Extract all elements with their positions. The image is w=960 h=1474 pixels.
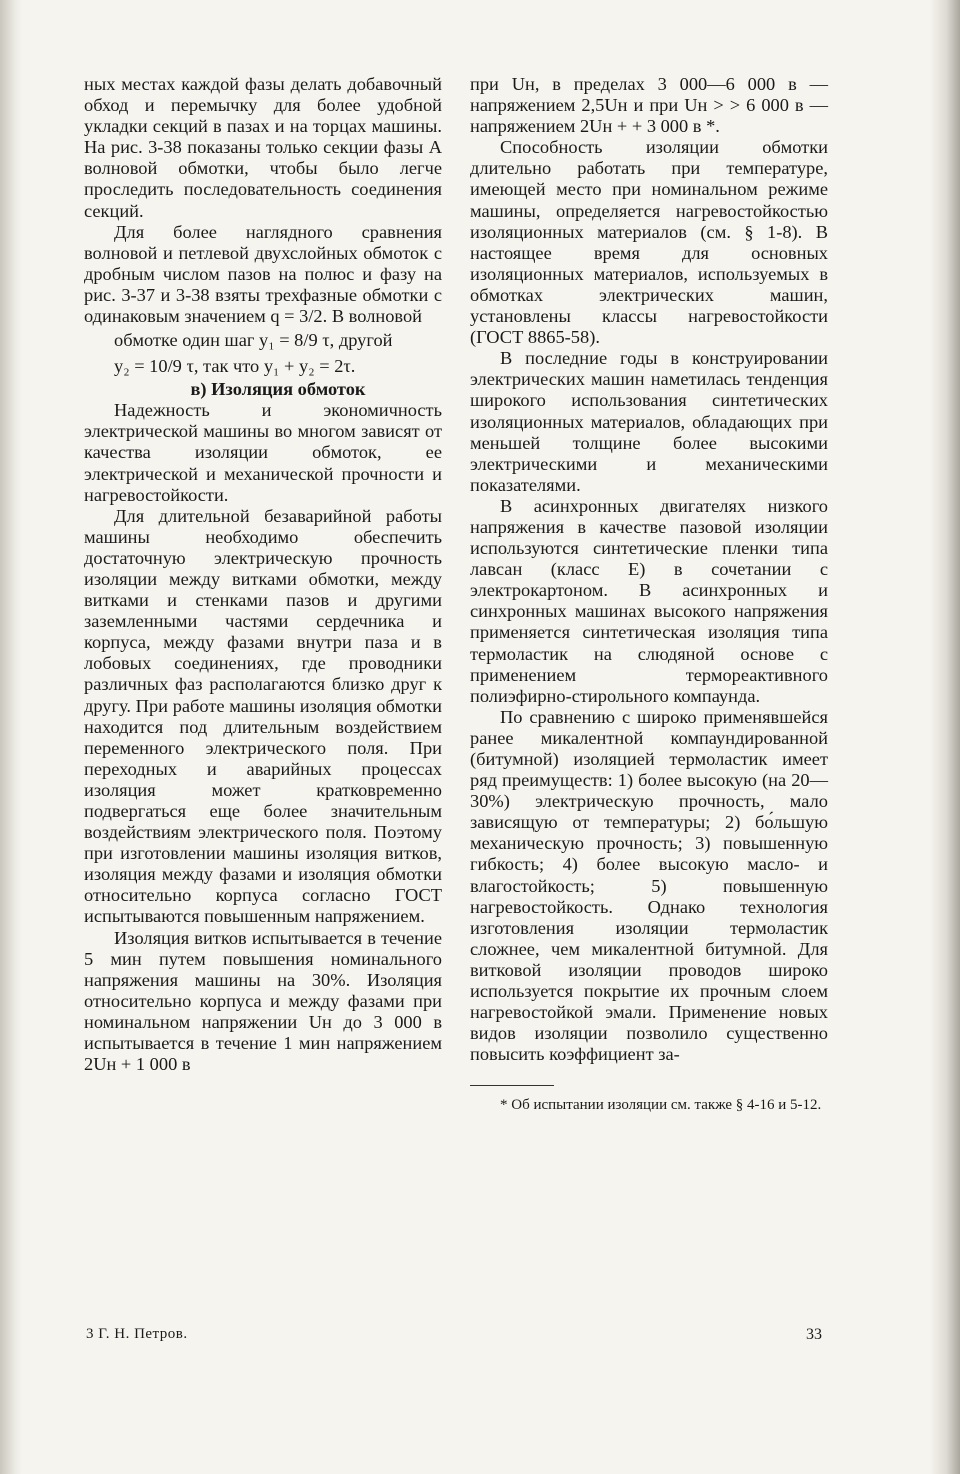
page-number: 33 [806, 1326, 822, 1343]
paragraph: Надежность и экономичность электрической машины во многом зависят от качества изоляции обмоток, ее электрической и механической прочности и нагревостойкости. [84, 400, 442, 505]
footnote-divider [470, 1085, 554, 1086]
paragraph: Для длительной безаварийной работы машины необходимо обеспечить достаточную электрическую прочность изоляции между витками обмотки, между витками и стенками пазов и другими заземленными частями сердечника и корпуса, между фазами внутри паза и в лобовых соединениях, где проводники различных фаз располагаются близко друг к другу. При работе машины изоляция обмотки находится под длительным воздействием переменного электрического поля. При переходных и аварийных процессах изоляция может кратковременно подвергаться еще более значительным воздействиям электрического поля. Поэтому при изготовлении машины изоляция витков, изоляция между фазами и изоляция обмотки относительно корпуса согласно ГОСТ испытываются повышенным напряжением. [84, 505, 442, 927]
footnote: * Об испытании изоляции см. также § 4-16 и 5-12. [500, 1097, 822, 1114]
footer-signature: 3 Г. Н. Петров. [86, 1326, 188, 1342]
left-column [84, 74, 442, 1075]
paragraph: В асинхронных двигателях низкого напряжения в качестве пазовой изоляции используются синтетические пленки типа лавсан (класс Е) в сочетании с электрокартоном. В асинхронных и синхронных машинах высокого напряжения применяется синтетическая изоляция типа термоластик на слюдяной основе с применением термореактивного полиэфирно-стирольного компаунда. [470, 495, 828, 706]
paragraph: при Uн, в пределах 3 000—6 000 в — напряжением 2,5Uн и при Uн > > 6 000 в — напряжением 2Uн + + 3 000 в *. [470, 74, 828, 137]
paragraph: По сравнению с широко применявшейся ранее микалентной компаундированной (битумной) изоляцией термоластик имеет ряд преимуществ: 1) более высокую (на 20—30%) электрическую прочность, мало зависящую от температуры; 2) бо́льшую механическую прочность; 3) повышенную гибкость; 4) более высокую масло- и влагостойкость; 5) повышенную нагревостойкость. Однако технология изготовления изоляции термоластик сложнее, чем микалентной битумной. Для витковой изоляции проводов широко используется покрытие их прочным слоем нагревостойкой эмали. Применение новых видов изоляции позволило существенно повысить коэффициент за- [470, 706, 828, 1065]
paragraph: Изоляция витков испытывается в течение 5 мин путем повышения номинального напряжения машины на 30%. Изоляция относительно корпуса и между фазами при номинальном напряжении Uн до 3 000 в испытывается в течение 1 мин напряжением 2Uн + 1 000 в [84, 927, 442, 1075]
paragraph: В последние годы в конструировании электрических машин наметилась тенденция широкого использования синтетических изоляционных материалов, обладающих при меньшей толщине более высокими электрическими и механическими показателями. [470, 348, 828, 495]
section-heading: в) Изоляция обмоток [190, 379, 366, 400]
paragraph: ных местах каждой фазы делать добавочный обход и перемычку для более удобной укладки секций в пазах и на торцах машины. На рис. 3-38 показаны только секции фазы A волновой обмотки, чтобы было легче проследить последовательность соединения секций. [84, 74, 442, 221]
right-column [470, 74, 828, 1114]
paragraph: Для более наглядного сравнения волновой и петлевой двухслойных обмоток с дробным числом пазов на полюс и фазу на рис. 3-37 и 3-38 взяты трехфазные обмотки с одинаковым значением q = 3/2. В волновой [84, 221, 442, 327]
formula-line: y₂ = 10/9 τ, так что y₁ + y₂ = 2τ. [114, 356, 356, 377]
page-edge-left [0, 0, 22, 1474]
formula-line: обмотке один шаг y₁ = 8/9 τ, другой [114, 330, 393, 351]
paragraph: Способность изоляции обмотки длительно работать при температуре, имеющей место при номинальном режиме машины, определяется нагревостойкостью изоляционных материалов (см. § 1-8). В настоящее время для основных изоляционных материалов, используемых в обмотках электрических машин, установлены классы нагревостойкости (ГОСТ 8865-58). [470, 137, 828, 348]
page-edge-right [930, 0, 960, 1474]
